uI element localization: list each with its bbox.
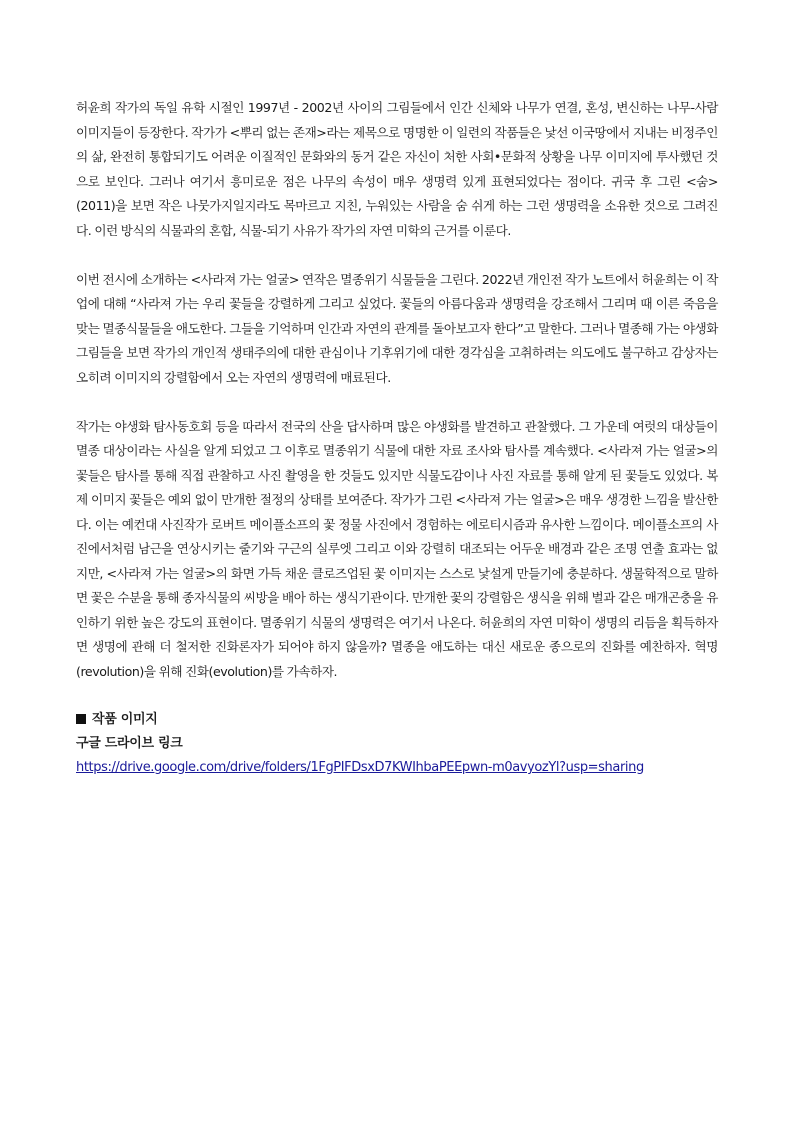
drive-link-label: 구글 드라이브 링크 (76, 736, 183, 751)
black-square-icon (76, 714, 86, 724)
document-page (76, 96, 718, 780)
section-heading (76, 708, 718, 732)
paragraph-1: 허윤희 작가의 독일 유학 시절인 1997년 - 2002년 사이의 그림들에서 인간 신체와 나무가 연결, 혼성, 변신하는 나무-사람 이미지들이 등장한다. 작가가 <뿌리 없는 존재>라는 제목으로 명명한 이 일련의 작품들은 낯선 이국땅에서 지내는 비정주인의 삶, 완전히 통합되기도 어려운 이질적인 문화와의 동거 같은 자신이 처한 사회•문화적 상황을 나무 이미지에 투사했던 것으로 보인다. 그러나 여기서 흥미로운 점은 나무의 속성이 매우 생명력 있게 표현되었다는 점이다. 귀국 후 그린 <숨>(2011)을 보면 작은 나뭇가지일지라도 목마르고 지친, 누워있는 사람을 숨 쉬게 하는 그런 생명력을 소유한 것으로 그려진다. 이런 방식의 식물과의 혼합, 식물-되기 사유가 작가의 자연 미학의 근거를 이룬다. (76, 100, 718, 238)
google-drive-link[interactable]: https://drive.google.com/drive/folders/1FgPIFDsxD7KWIhbaPEEpwn-m0avyozYl?usp=sharing (76, 760, 644, 775)
paragraph-2: 이번 전시에 소개하는 <사라져 가는 얼굴> 연작은 멸종위기 식물들을 그린다. 2022년 개인전 작가 노트에서 허윤희는 이 작업에 대해 “사라져 가는 우리 꽃들을 강렬하게 그리고 싶었다. 꽃들의 아름다움과 생명력을 강조해서 그리며 때 이른 죽음을 맞는 멸종식물들을 애도한다. 그들을 기억하며 인간과 자연의 관계를 돌아보고자 한다”고 말한다. 그러나 멸종해 가는 야생화 그림들을 보면 작가의 개인적 생태주의에 대한 관심이나 기후위기에 대한 경각심을 고취하려는 의도에도 불구하고 감상자는 오히려 이미지의 강렬함에서 오는 자연의 생명력에 매료된다. (76, 271, 718, 385)
paragraph-3: 작가는 야생화 탐사동호회 등을 따라서 전국의 산을 답사하며 많은 야생화를 발견하고 관찰했다. 그 가운데 여럿의 대상들이 멸종 대상이라는 사실을 알게 되었고 그 이후로 멸종위기 식물에 대한 자료 조사와 탐사를 계속했다. <사라져 가는 얼굴>의 꽃들은 탐사를 통해 직접 관찰하고 사진 촬영을 한 것들도 있지만 식물도감이나 사진 자료를 통해 알게 된 꽃들도 있었다. 복제 이미지 꽃들은 예외 없이 만개한 절정의 상태를 보여준다. 작가가 그린 <사라져 가는 얼굴>은 매우 생경한 느낌을 발산한다. 이는 예컨대 사진작가 로버트 메이플소프의 꽃 정물 사진에서 경험하는 에로티시즘과 유사한 느낌이다. 메이플소프의 사진에서처럼 남근을 연상시키는 줄기와 구근의 실루엣 그리고 이와 강렬히 대조되는 어두운 배경과 같은 조명 연출 효과는 없지만, <사라져 가는 얼굴>의 화면 가득 채운 클로즈업된 꽃 이미지는 스스로 낯설게 만들기에 충분하다. 생물학적으로 말하면 꽃은 수분을 통해 종자식물의 씨방을 배아 하는 생식기관이다. 만개한 꽃의 강렬함은 생식을 위해 벌과 같은 매개곤충을 유인하기 위한 높은 강도의 표현이다. 멸종위기 식물의 생명력은 여기서 나온다. 허윤희의 자연 미학이 생명의 리듬을 획득하자면 생명에 관해 더 철저한 진화론자가 되어야 하지 않을까? 멸종을 애도하는 대신 새로운 종으로의 진화를 예찬하자. 혁명(revolution)을 위해 진화(evolution)를 가속하자. (76, 418, 718, 679)
section-title-text: 작품 이미지 (92, 712, 158, 727)
